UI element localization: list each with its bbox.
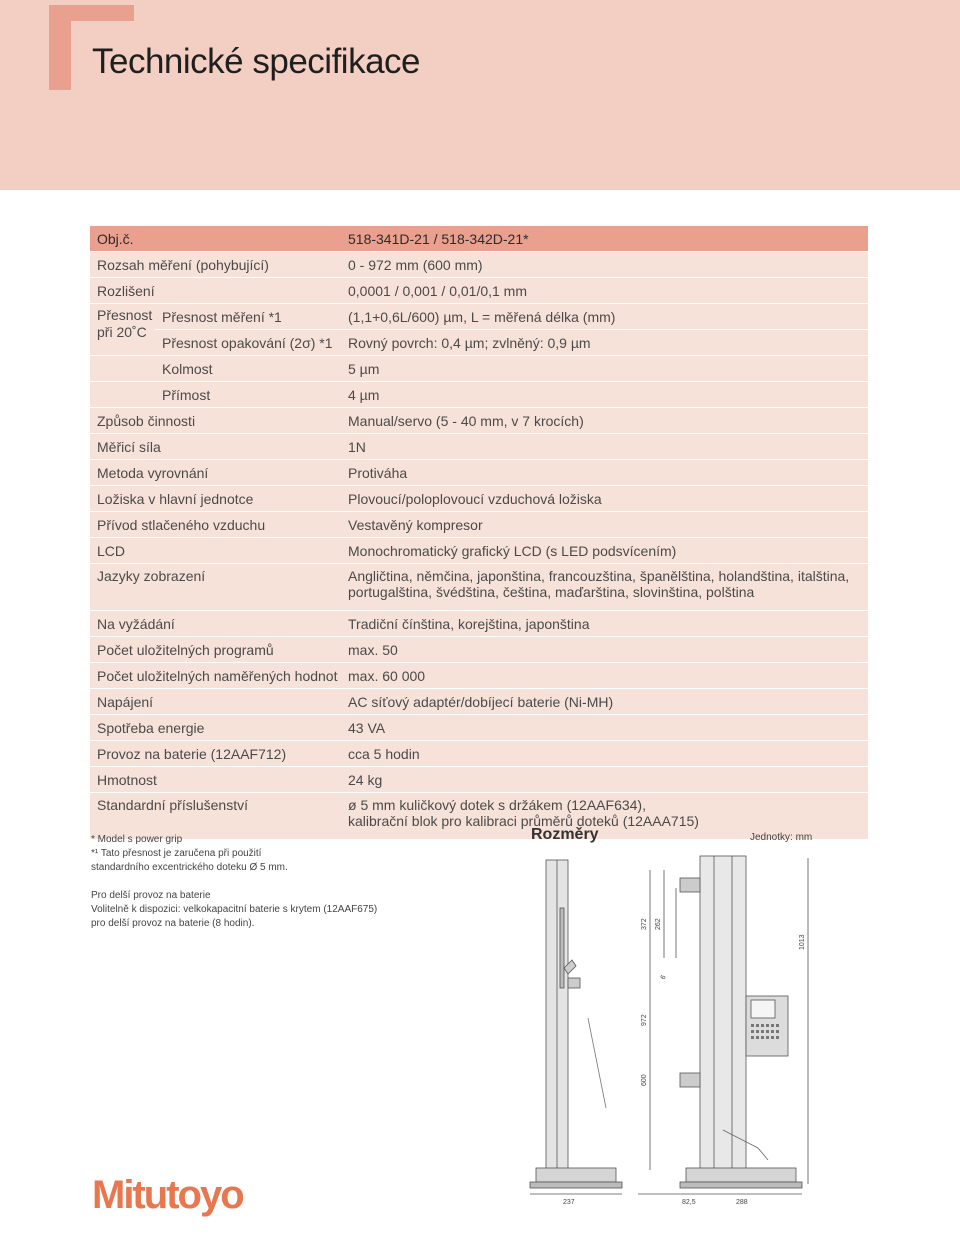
row-value: 43 VA — [341, 715, 868, 741]
row-value: ø 5 mm kuličkový dotek s držákem (12AAF634), kalibrační blok pro kalibraci průměrů doteků (12AAA715) — [341, 793, 868, 840]
table-row — [90, 611, 868, 637]
row-label: Ložiska v hlavní jednotce — [90, 486, 341, 512]
dim-82-5: 82,5 — [682, 1199, 696, 1206]
footnotes — [91, 833, 391, 931]
row-value: (1,1+0,6L/600) µm, L = měřená délka (mm) — [341, 304, 868, 330]
row-label: Přesnost měření *1 — [155, 304, 341, 330]
row-label: Hmotnost — [90, 767, 341, 793]
row-label: Počet uložitelných naměřených hodnot — [90, 663, 341, 689]
row-value: Rovný povrch: 0,4 µm; zvlněný: 0,9 µm — [341, 330, 868, 356]
header-value: 518-341D-21 / 518-342D-21* — [341, 226, 868, 252]
table-row — [90, 663, 868, 689]
dim-237: 237 — [563, 1199, 575, 1206]
row-label: Spotřeba energie — [90, 715, 341, 741]
dimensions-units: Jednotky: mm — [750, 832, 813, 843]
table-row — [90, 715, 868, 741]
row-label: LCD — [90, 538, 341, 564]
row-value: 5 µm — [341, 356, 868, 382]
row-label: Kolmost — [155, 356, 341, 382]
dim-600: 600 — [641, 1074, 648, 1086]
table-row — [90, 252, 868, 278]
row-label: Standardní příslušenství — [90, 793, 341, 840]
battery-note-line: Volitelně k dispozici: velkokapacitní baterie s krytem (12AAF675) — [91, 904, 378, 915]
table-row — [90, 356, 868, 382]
battery-note-title: Pro delší provoz na baterie — [91, 890, 211, 901]
table-row — [90, 689, 868, 715]
table-row — [90, 304, 868, 330]
row-label: Přímost — [155, 382, 341, 408]
table-row — [90, 637, 868, 663]
row-value: Tradiční čínština, korejština, japonština — [341, 611, 868, 637]
accuracy-group-label: Přesnost při 20˚C — [90, 304, 155, 356]
row-value: 0,0001 / 0,001 / 0,01/0,1 mm — [341, 278, 868, 304]
spec-table — [90, 226, 868, 840]
table-row — [90, 564, 868, 611]
mitutoyo-logo — [92, 1170, 274, 1218]
row-value: Monochromatický grafický LCD (s LED podsvícením) — [341, 538, 868, 564]
row-label: Provoz na baterie (12AAF712) — [90, 741, 341, 767]
table-row — [90, 486, 868, 512]
row-label: Přívod stlačeného vzduchu — [90, 512, 341, 538]
dim-6: 6 — [659, 974, 668, 981]
row-value: Vestavěný kompresor — [341, 512, 868, 538]
row-value: max. 50 — [341, 637, 868, 663]
row-label: Jazyky zobrazení — [90, 564, 341, 611]
row-label: Napájení — [90, 689, 341, 715]
dim-972: 972 — [641, 1014, 648, 1026]
row-value: Protiváha — [341, 460, 868, 486]
table-row — [90, 434, 868, 460]
dim-262: 262 — [655, 918, 662, 930]
table-row — [90, 460, 868, 486]
row-value: Plovoucí/poloplovoucí vzduchová ložiska — [341, 486, 868, 512]
dimensions-title: Rozměry — [531, 826, 599, 843]
table-row — [90, 382, 868, 408]
height-gauge-drawing — [518, 848, 838, 1210]
dim-372: 372 — [641, 918, 648, 930]
dim-1013: 1013 — [799, 934, 806, 950]
table-row — [90, 330, 868, 356]
table-row — [90, 512, 868, 538]
row-value: 0 - 972 mm (600 mm) — [341, 252, 868, 278]
row-label: Způsob činnosti — [90, 408, 341, 434]
row-value: max. 60 000 — [341, 663, 868, 689]
footnote-star: * Model s power grip — [91, 834, 183, 845]
footnote-star1: *¹ Tato přesnost je zaručena při použití — [91, 848, 262, 859]
row-value: Angličtina, němčina, japonština, francouzština, španělština, holandština, italština, portugalština, švédština, čeština, maďarština, slovinština, polština — [341, 564, 868, 611]
row-label: Počet uložitelných programů — [90, 637, 341, 663]
header-label: Obj.č. — [90, 226, 341, 252]
battery-note-line: pro delší provoz na baterie (8 hodin). — [91, 918, 255, 929]
table-header-row — [90, 226, 868, 252]
dim-288: 288 — [736, 1199, 748, 1206]
row-label: Rozsah měření (pohybující) — [90, 252, 341, 278]
row-label: Metoda vyrovnání — [90, 460, 341, 486]
row-value: 1N — [341, 434, 868, 460]
row-value: 4 µm — [341, 382, 868, 408]
row-value: 24 kg — [341, 767, 868, 793]
page-title: Technické specifikace — [92, 42, 420, 81]
table-row — [90, 741, 868, 767]
footnote-star1-cont: standardního excentrického doteku Ø 5 mm. — [91, 862, 288, 873]
row-value: Manual/servo (5 - 40 mm, v 7 krocích) — [341, 408, 868, 434]
row-value: cca 5 hodin — [341, 741, 868, 767]
row-label: Přesnost opakování (2σ) *1 — [155, 330, 341, 356]
row-label: Rozlišení — [90, 278, 341, 304]
header-band — [0, 0, 960, 190]
row-label: Na vyžádání — [90, 611, 341, 637]
table-row — [90, 278, 868, 304]
table-row — [90, 408, 868, 434]
row-label: Měřicí síla — [90, 434, 341, 460]
row-value: AC síťový adaptér/dobíjecí baterie (Ni-MH) — [341, 689, 868, 715]
table-row — [90, 538, 868, 564]
logo-text: Mitutoyo — [92, 1173, 243, 1217]
table-row — [90, 767, 868, 793]
